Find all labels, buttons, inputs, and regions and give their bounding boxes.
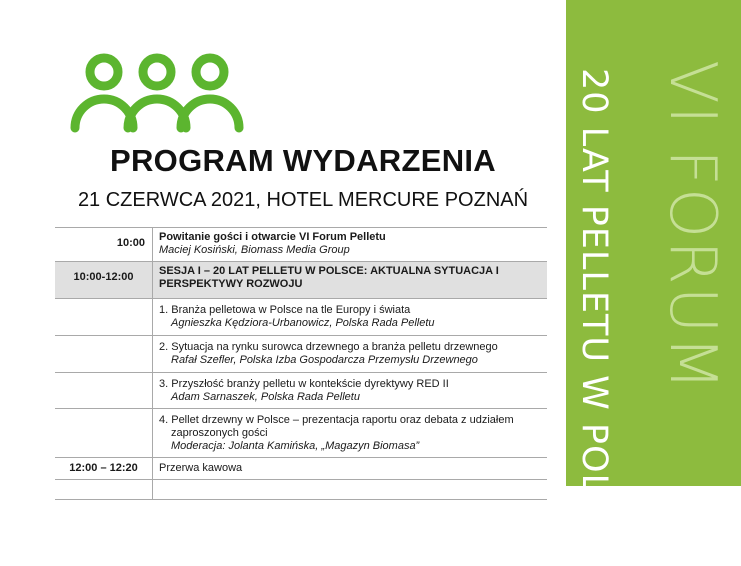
row-title: 1. Branża pelletowa w Polsce na tle Europy i świata	[159, 304, 411, 316]
row-time: 10:00	[55, 228, 153, 262]
row-title: 2. Sytuacja na rynku surowca drzewnego a branża pelletu drzewnego	[159, 341, 498, 353]
row-speaker: Agnieszka Kędziora-Urbanowicz, Polska Rada Pelletu	[171, 317, 435, 329]
row-speaker: Adam Sarnaszek, Polska Rada Pelletu	[171, 391, 360, 403]
sidebar-title-big: VI FORUM	[655, 60, 729, 393]
row-title: 3. Przyszłość branży pelletu w kontekście dyrektywy RED II	[159, 378, 449, 390]
table-row	[55, 373, 547, 409]
event-date-location: 21 CZERWCA 2021, HOTEL MERCURE POZNAŃ	[77, 189, 529, 211]
row-title: Przerwa kawowa	[153, 458, 548, 480]
table-row	[55, 480, 547, 500]
row-speaker: Moderacja: Jolanta Kamińska, „Magazyn Biomasa”	[171, 440, 420, 452]
page-title: PROGRAM WYDARZENIA	[110, 143, 496, 178]
row-title: Powitanie gości i otwarcie VI Forum Pelletu	[159, 231, 386, 243]
schedule-table	[55, 227, 547, 500]
row-time: 12:00 – 12:20	[55, 458, 153, 480]
sidebar-title-small: 20 LAT PELLETU W POLSCE	[574, 68, 614, 566]
row-time: 10:00-12:00	[55, 262, 153, 299]
table-row	[55, 228, 547, 262]
row-speaker: Maciej Kosiński, Biomass Media Group	[159, 244, 350, 256]
table-row	[55, 262, 547, 299]
people-group-icon	[70, 50, 245, 135]
table-row	[55, 299, 547, 336]
table-row	[55, 458, 547, 480]
row-title: SESJA I – 20 LAT PELLETU W POLSCE: AKTUALNA SYTUACJA I PERSPEKTYWY ROZWOJU	[153, 262, 548, 299]
row-speaker: Rafał Szefler, Polska Izba Gospodarcza Przemysłu Drzewnego	[171, 354, 478, 366]
row-title-cont: zaproszonych gości	[171, 427, 268, 439]
row-title: 4. Pellet drzewny w Polsce – prezentacja raportu oraz debata z udziałem	[159, 414, 514, 426]
table-row	[55, 336, 547, 373]
table-row	[55, 409, 547, 458]
